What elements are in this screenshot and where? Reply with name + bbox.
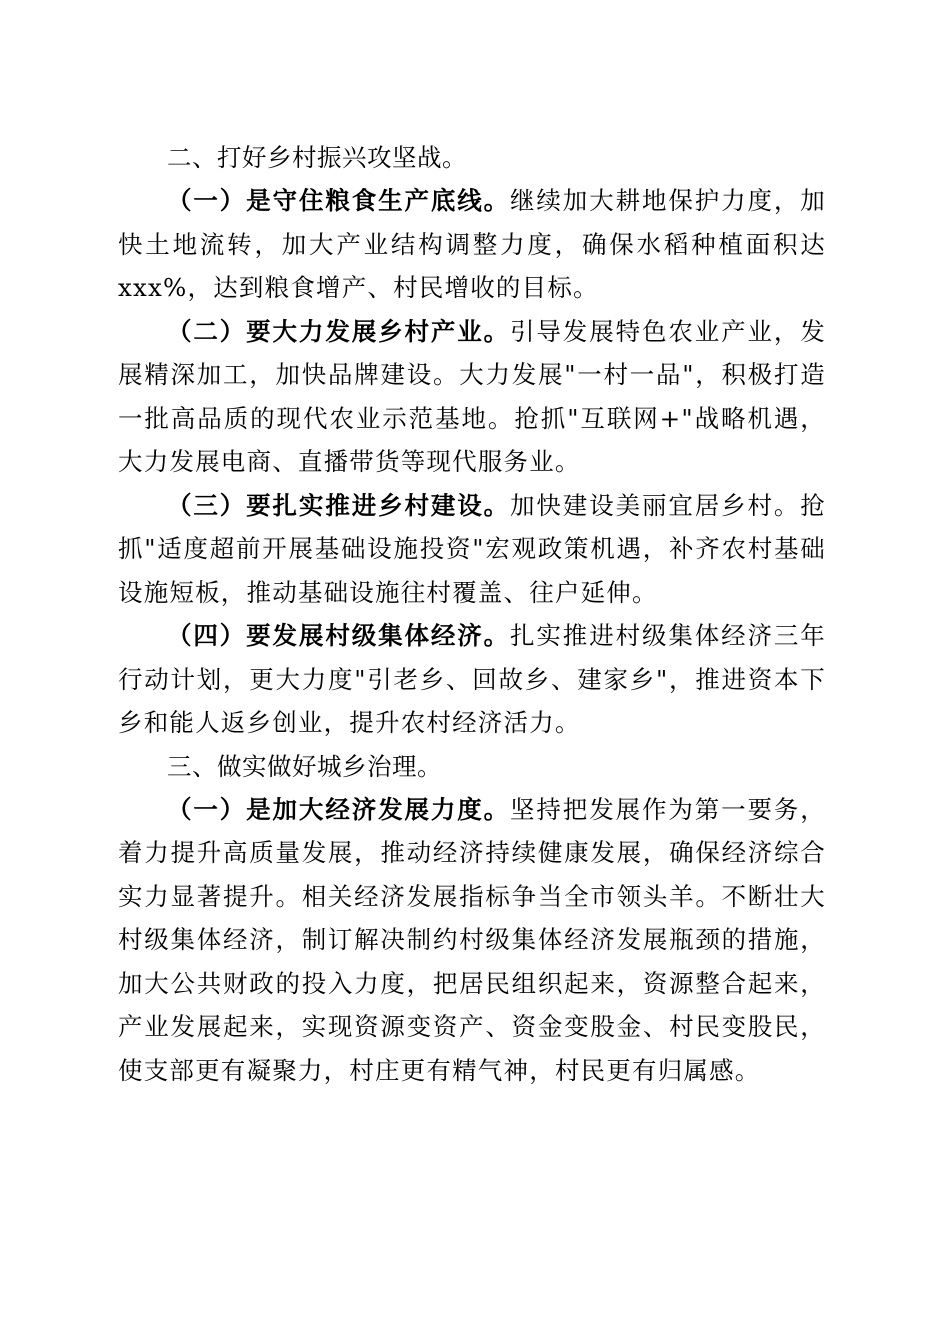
paragraph-lead: （二）要大力发展乡村产业。 xyxy=(167,316,511,346)
paragraph-2-4 xyxy=(118,614,826,745)
paragraph-body: 扎实推进村级集体经济三年行动计划，更大力度"引老乡、回故乡、建家乡"，推进资本下乡和能人返乡创业，提升农村经济活力。 xyxy=(118,621,826,737)
paragraph-lead: （三）要扎实推进乡村建设。 xyxy=(167,490,511,520)
paragraph-lead: （一）是守住粮食生产底线。 xyxy=(167,186,511,215)
paragraph-2-3 xyxy=(118,484,826,615)
paragraph-body: 加快建设美丽宜居乡村。抢抓"适度超前开展基础设施投资"宏观政策机遇，补齐农村基础设施短板，推动基础设施往村覆盖、往户延伸。 xyxy=(118,490,826,607)
section-heading-3: 三、做实做好城乡治理。 xyxy=(167,751,442,781)
paragraph-2-1 xyxy=(118,179,826,310)
paragraph-2-2 xyxy=(118,310,826,484)
paragraph-lead: （一）是加大经济发展力度。 xyxy=(167,794,511,824)
paragraph-3-1 xyxy=(118,788,826,1093)
paragraph-body: 坚持把发展作为第一要务，着力提升高质量发展，推动经济持续健康发展，确保经济综合实力显著提升。相关经济发展指标争当全市领头羊。不断壮大村级集体经济，制订解决制约村级集体经济发展瓶颈的措施，加大公共财政的投入力度，把居民组织起来，资源整合起来，产业发展起来，实现资源变资产、资金变股金、村民变股民，使支部更有凝聚力，村庄更有精气神，村民更有归属感。 xyxy=(118,794,826,1085)
section-heading-2: 二、打好乡村振兴攻坚战。 xyxy=(167,143,467,172)
paragraph-body: 继续加大耕地保护力度，加快土地流转，加大产业结构调整力度，确保水稻种植面积达xxx%，达到粮食增产、村民增收的目标。 xyxy=(118,186,826,302)
document-page xyxy=(118,136,826,1092)
paragraph-body: 引导发展特色农业产业，发展精深加工，加快品牌建设。大力发展"一村一品"，积极打造一批高品质的现代农业示范基地。抢抓"互联网+"战略机遇，大力发展电商、直播带货等现代服务业。 xyxy=(118,316,826,476)
paragraph-lead: （四）要发展村级集体经济。 xyxy=(167,621,511,650)
